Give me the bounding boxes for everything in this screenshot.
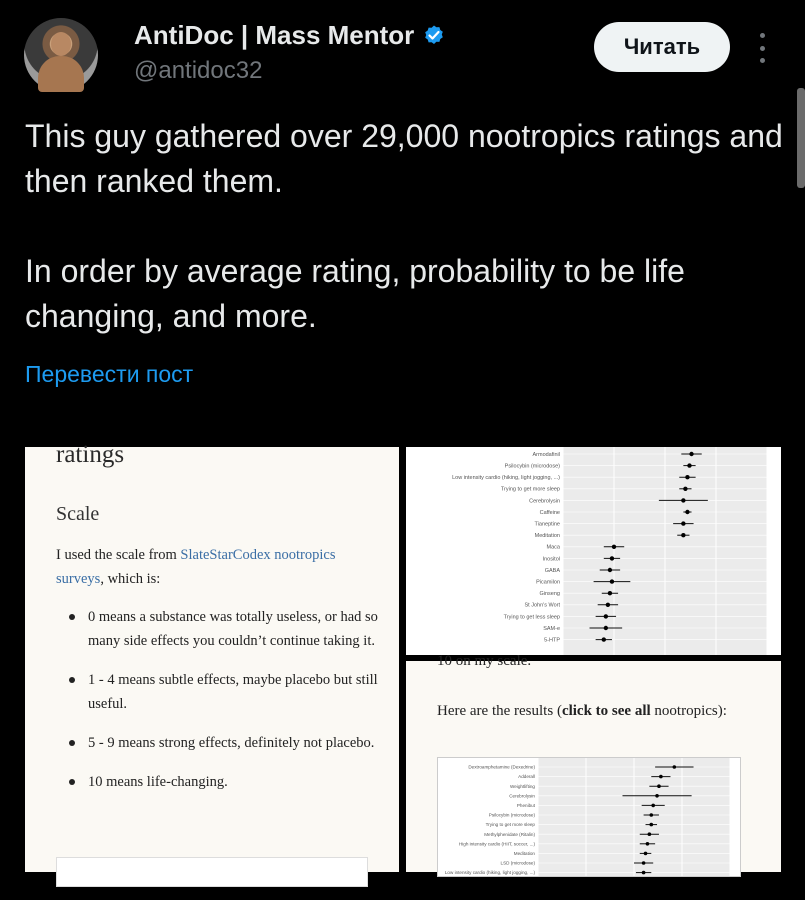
post-paragraph-1: This guy gathered over 29,000 nootropics ratings and then ranked them. [25,118,783,199]
data-point [687,463,691,467]
data-point [649,813,653,817]
tick-label: LSD (microdose) [500,860,535,866]
data-point [608,568,612,572]
data-point [646,842,650,846]
tick-label: Meditation [513,851,535,857]
media-grid [25,441,781,876]
doc-intro-link: SlateStarCodex nootropics surveys [56,547,336,587]
more-options-icon[interactable] [752,30,772,66]
follow-button[interactable]: Читать [594,22,730,72]
data-point [642,871,646,875]
doc-scale-heading: Scale [56,503,100,525]
data-point [602,637,606,641]
data-point [681,533,685,537]
list-item: 0 means a substance was totally useless, or had so many side effects you couldn’t continue taking it. [56,605,386,653]
doc-top-line: 10 on my scale. [437,653,532,669]
data-point [648,832,652,836]
tick-label: Psilocybin (microdose) [488,812,535,818]
doc-scale-list [56,605,386,809]
ratings-chart-bottom [438,758,740,876]
data-point [683,487,687,491]
tick-label: Tianeptine [534,521,560,528]
tick-label: Trying to get more sleep [500,486,560,493]
data-point [681,498,685,502]
tick-label: Weightlifting [510,783,535,789]
tick-label: Trying to get less sleep [503,614,560,621]
doc-title: ratings [56,441,125,468]
tick-label: Low intensity cardio (hiking, light jogging, ...) [452,475,560,482]
media-image-bottom-right[interactable] [406,653,781,876]
data-point [673,765,677,769]
data-point [657,784,661,788]
doc-results-text: Here are the results (click to see all nootropics): [437,703,727,719]
post-paragraph-2: In order by average rating, probability to be life changing, and more. [25,253,685,334]
scrollbar-thumb[interactable] [797,88,805,188]
post-text [25,114,785,384]
data-point [685,475,689,479]
data-point [610,556,614,560]
tick-label: Maca [546,544,560,551]
avatar-torso [38,56,84,92]
media-image-top-right[interactable] [406,447,781,655]
tick-label: Trying to get more sleep [485,822,535,828]
data-point [612,545,616,549]
avatar-head [51,32,71,56]
data-point [642,861,646,865]
tick-label: SAM-e [543,625,560,632]
data-point [604,614,608,618]
list-item: 1 - 4 means subtle effects, maybe placebo but still useful. [56,668,386,716]
media-image-left[interactable] [25,441,399,872]
data-point [659,775,663,779]
tick-label: Cerebrolysin [509,793,535,799]
tick-label: Methylphenidate (Ritalin) [484,831,535,837]
data-point [689,452,693,456]
translate-post-link[interactable]: Перевести пост [25,361,194,387]
doc-box [56,857,368,887]
tick-label: GABA [544,567,560,574]
author-avatar[interactable] [24,18,98,92]
data-point [608,591,612,595]
data-point [606,603,610,607]
doc-intro: I used the scale from SlateStarCodex nootropics surveys, which is: [56,547,336,587]
ratings-chart-bottom-frame [437,757,741,877]
tick-label: Armodafinil [532,451,560,458]
data-point [604,626,608,630]
data-point [655,794,659,798]
tick-label: 5-HTP [544,637,560,644]
data-point [649,823,653,827]
tick-label: Ginseng [539,591,560,598]
tick-label: Phenibut [516,803,535,809]
author-display-name[interactable]: AntiDoc | Mass Mentor [134,20,415,50]
tick-label: Inositol [542,556,560,563]
list-item: 10 means life-changing. [56,770,386,794]
tick-label: Adderall [518,774,535,780]
tick-label: Picamilon [536,579,560,586]
tick-label: Cerebrolysin [529,498,560,505]
tick-label: Psilocybin (microdose) [504,463,560,470]
author-handle[interactable]: @antidoc32 [134,57,263,84]
tick-label: Low intensity cardio (hiking, light jogging, ...) [444,870,535,876]
tick-label: Caffeine [539,509,560,516]
tick-label: St John's Wort [524,602,560,609]
tick-label: Meditation [534,533,560,540]
tick-label: High intensity cardio (HIIT, soccer, ...) [458,841,535,847]
data-point [685,510,689,514]
tick-label: Dextroamphetamine (Dexedrine) [468,764,535,770]
data-point [681,521,685,525]
data-point [644,852,648,856]
data-point [651,804,655,808]
author-name-row [134,20,446,51]
verified-badge-icon [422,24,446,48]
data-point [610,579,614,583]
ratings-chart-top [406,447,781,655]
list-item: 5 - 9 means strong effects, definitely not placebo. [56,731,386,755]
